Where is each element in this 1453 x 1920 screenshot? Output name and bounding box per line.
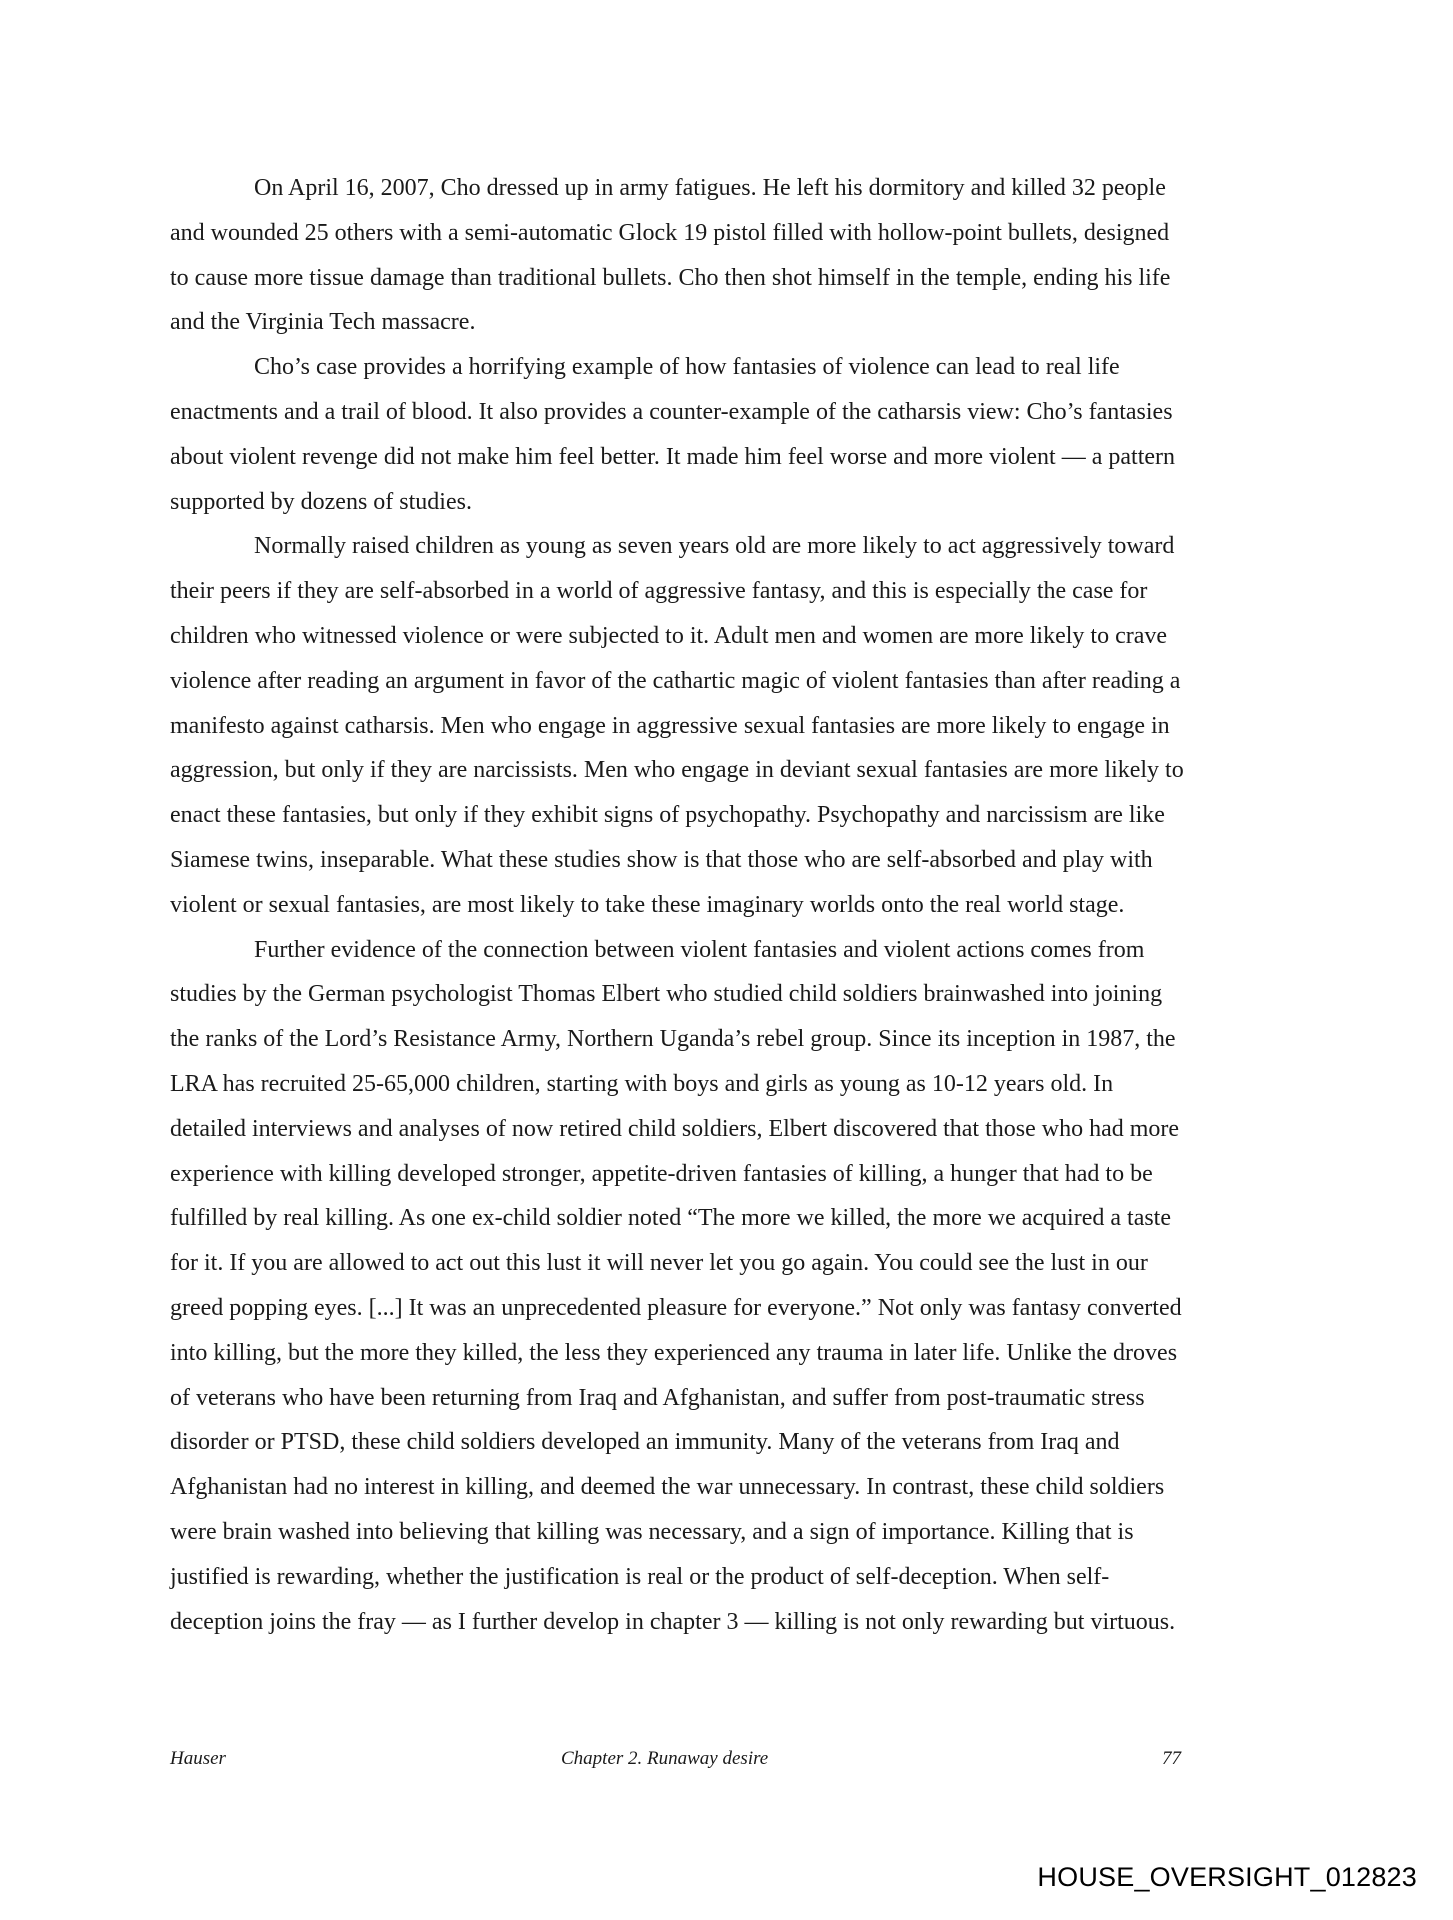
text-line: of veterans who have been returning from Iraq and Afghanistan, and suffer from post-traumatic stress xyxy=(170,1384,1145,1411)
text-line: justified is rewarding, whether the justification is real or the product of self-deception. When self- xyxy=(170,1563,1110,1590)
paragraph xyxy=(170,166,1280,345)
text-line: to cause more tissue damage than traditional bullets. Cho then shot himself in the temple, ending his life xyxy=(170,264,1171,291)
text-line: deception joins the fray — as I further develop in chapter 3 — killing is not only rewarding but virtuous. xyxy=(170,1608,1176,1635)
text-line: and wounded 25 others with a semi-automatic Glock 19 pistol filled with hollow-point bullets, designed xyxy=(170,219,1170,246)
text-line: disorder or PTSD, these child soldiers developed an immunity. Many of the veterans from Iraq and xyxy=(170,1429,1120,1456)
bates-stamp: HOUSE_OVERSIGHT_012823 xyxy=(1037,1862,1417,1892)
paragraph xyxy=(170,345,1280,524)
text-line: supported by dozens of studies. xyxy=(170,488,472,515)
text-line: and the Virginia Tech massacre. xyxy=(170,309,476,336)
text-line: fulfilled by real killing. As one ex-child soldier noted “The more we killed, the more we acquired a taste xyxy=(170,1205,1172,1232)
text-line: detailed interviews and analyses of now retired child soldiers, Elbert discovered that those who had more xyxy=(170,1115,1180,1142)
text-line: their peers if they are self-absorbed in a world of aggressive fantasy, and this is especially the case for xyxy=(170,578,1148,605)
paragraph xyxy=(170,524,1280,927)
text-line: Normally raised children as young as seven years old are more likely to act aggressively toward xyxy=(254,533,1175,560)
paragraph xyxy=(170,928,1280,1645)
body-text xyxy=(170,166,1280,1644)
text-line: Further evidence of the connection between violent fantasies and violent actions comes from xyxy=(254,936,1145,963)
text-line: studies by the German psychologist Thomas Elbert who studied child soldiers brainwashed into joining xyxy=(170,981,1163,1008)
text-line: enactments and a trail of blood. It also provides a counter-example of the catharsis view: Cho’s fantasies xyxy=(170,398,1173,425)
text-line: for it. If you are allowed to act out this lust it will never let you go again. You could see the lust in our xyxy=(170,1250,1148,1277)
text-line: aggression, but only if they are narcissists. Men who engage in deviant sexual fantasies are more likely to xyxy=(170,757,1184,784)
text-line: LRA has recruited 25-65,000 children, starting with boys and girls as young as 10-12 years old. In xyxy=(170,1070,1114,1097)
footer-author: Hauser xyxy=(170,1748,226,1769)
text-line: Cho’s case provides a horrifying example of how fantasies of violence can lead to real life xyxy=(254,354,1120,381)
text-line: children who witnessed violence or were subjected to it. Adult men and women are more likely to crave xyxy=(170,622,1168,649)
text-line: about violent revenge did not make him feel better. It made him feel worse and more violent — a pattern xyxy=(170,443,1175,470)
footer-chapter-title: Chapter 2. Runaway desire xyxy=(561,1748,769,1769)
text-line: manifesto against catharsis. Men who engage in aggressive sexual fantasies are more likely to engage in xyxy=(170,712,1170,739)
text-line: enact these fantasies, but only if they exhibit signs of psychopathy. Psychopathy and narcissism are like xyxy=(170,802,1165,829)
text-line: into killing, but the more they killed, the less they experienced any trauma in later life. Unlike the droves xyxy=(170,1339,1178,1366)
text-line: greed popping eyes. [...] It was an unprecedented pleasure for everyone.” Not only was fantasy converted xyxy=(170,1294,1182,1321)
text-line: Siamese twins, inseparable. What these studies show is that those who are self-absorbed and play with xyxy=(170,846,1153,873)
text-line: violence after reading an argument in favor of the cathartic magic of violent fantasies than after reading a xyxy=(170,667,1181,694)
text-line: experience with killing developed stronger, appetite-driven fantasies of killing, a hunger that had to be xyxy=(170,1160,1153,1187)
text-line: the ranks of the Lord’s Resistance Army, Northern Uganda’s rebel group. Since its inception in 1987, the xyxy=(170,1026,1176,1053)
text-line: were brain washed into believing that killing was necessary, and a sign of importance. Killing that is xyxy=(170,1518,1134,1545)
text-line: violent or sexual fantasies, are most likely to take these imaginary worlds onto the real world stage. xyxy=(170,891,1125,918)
text-line: On April 16, 2007, Cho dressed up in army fatigues. He left his dormitory and killed 32 people xyxy=(254,175,1166,201)
text-line: Afghanistan had no interest in killing, and deemed the war unnecessary. In contrast, these child soldiers xyxy=(170,1474,1165,1501)
footer-page-number: 77 xyxy=(1162,1748,1181,1769)
